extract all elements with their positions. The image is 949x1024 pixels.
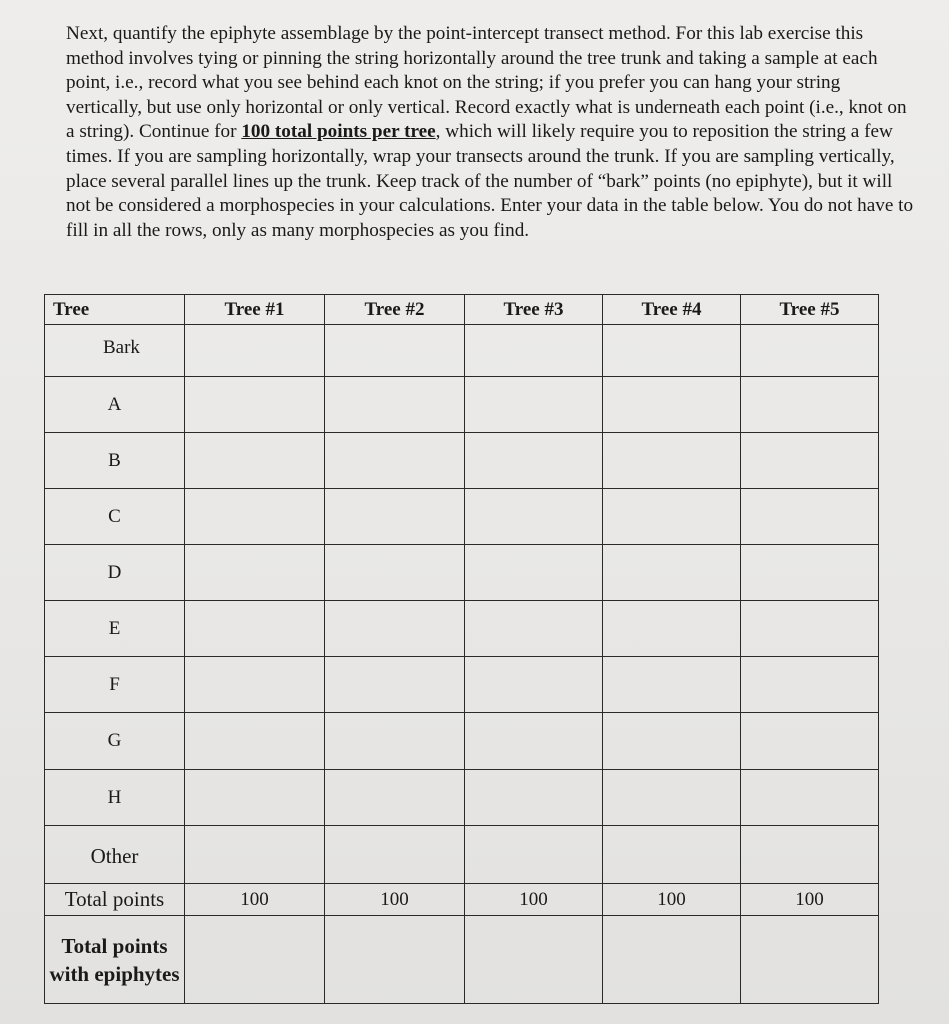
data-cell[interactable] — [465, 916, 603, 1004]
data-cell[interactable] — [465, 325, 603, 377]
data-cell[interactable] — [185, 770, 325, 826]
data-cell[interactable] — [325, 770, 465, 826]
data-cell[interactable] — [603, 770, 741, 826]
table-row — [45, 770, 879, 826]
row-label-e: E — [45, 601, 185, 657]
header-row — [45, 295, 879, 325]
data-cell[interactable] — [325, 713, 465, 770]
data-cell[interactable] — [185, 826, 325, 884]
table-row — [45, 545, 879, 601]
header-tree-4: Tree #4 — [603, 295, 741, 325]
instructions-text-1: Next, quantify the epiphyte assemblage by the point-intercept transect method. For this lab exercise this method involves tying or pinning the string horizontally around the tree trunk and taking a sample at each point, i.e., record what you see behind each knot on the string; if you prefer you can hang your string vertically, but use only horizontal or only vertical. Record exactly what is underneath each point (i.e., knot on a string). Continue for — [66, 23, 907, 143]
total-epiphytes-row — [45, 916, 879, 1004]
data-cell[interactable] — [603, 916, 741, 1004]
data-cell[interactable] — [325, 325, 465, 377]
instructions-emphasis: 100 total points per tree — [241, 121, 436, 143]
data-cell[interactable] — [325, 433, 465, 489]
data-cell[interactable] — [185, 545, 325, 601]
header-tree-1: Tree #1 — [185, 295, 325, 325]
instructions-text-2: , which will likely require you to reposition the string a few times. If you are sampling horizontally, wrap your transects around the trunk. If you are sampling vertically, place several parallel lines up the trunk. Keep track of the number of “bark” points (no epiphyte), but it will not be considered a morphospecies in your calculations. Enter your data in the table below. You do not have to fill in all the rows, only as many morphospecies as you find. — [66, 121, 914, 241]
data-cell[interactable] — [603, 826, 741, 884]
total-points-tree-5: 100 — [741, 884, 879, 916]
data-cell[interactable] — [185, 713, 325, 770]
data-cell[interactable] — [741, 916, 879, 1004]
row-label-bark: Bark — [45, 325, 185, 377]
data-cell[interactable] — [741, 826, 879, 884]
epiphyte-data-table — [44, 294, 879, 1004]
data-cell[interactable] — [185, 325, 325, 377]
data-cell[interactable] — [741, 377, 879, 433]
data-cell[interactable] — [741, 770, 879, 826]
data-cell[interactable] — [325, 489, 465, 545]
row-label-a: A — [45, 377, 185, 433]
data-cell[interactable] — [325, 601, 465, 657]
data-cell[interactable] — [465, 433, 603, 489]
header-tree: Tree — [45, 295, 185, 325]
table-row — [45, 713, 879, 770]
row-label-g: G — [45, 713, 185, 770]
data-cell[interactable] — [741, 433, 879, 489]
total-points-tree-4: 100 — [603, 884, 741, 916]
row-label-c: C — [45, 489, 185, 545]
data-cell[interactable] — [185, 916, 325, 1004]
total-points-tree-3: 100 — [465, 884, 603, 916]
table-row — [45, 433, 879, 489]
total-points-label: Total points — [45, 884, 185, 916]
row-label-h: H — [45, 770, 185, 826]
data-cell[interactable] — [741, 545, 879, 601]
data-cell[interactable] — [325, 826, 465, 884]
total-points-tree-2: 100 — [325, 884, 465, 916]
data-cell[interactable] — [185, 657, 325, 713]
row-label-f: F — [45, 657, 185, 713]
data-cell[interactable] — [465, 657, 603, 713]
row-label-b: B — [45, 433, 185, 489]
total-points-row — [45, 884, 879, 916]
table-row — [45, 489, 879, 545]
row-label-other: Other — [45, 826, 185, 884]
data-cell[interactable] — [465, 826, 603, 884]
data-cell[interactable] — [603, 489, 741, 545]
total-points-tree-1: 100 — [185, 884, 325, 916]
data-cell[interactable] — [603, 433, 741, 489]
header-tree-3: Tree #3 — [465, 295, 603, 325]
data-cell[interactable] — [741, 325, 879, 377]
header-tree-5: Tree #5 — [741, 295, 879, 325]
data-cell[interactable] — [325, 916, 465, 1004]
data-cell[interactable] — [325, 545, 465, 601]
data-cell[interactable] — [465, 601, 603, 657]
header-tree-2: Tree #2 — [325, 295, 465, 325]
data-cell[interactable] — [185, 433, 325, 489]
table-row — [45, 657, 879, 713]
data-cell[interactable] — [741, 489, 879, 545]
table-row — [45, 601, 879, 657]
data-cell[interactable] — [741, 601, 879, 657]
data-cell[interactable] — [465, 545, 603, 601]
table-row — [45, 325, 879, 377]
data-cell[interactable] — [603, 325, 741, 377]
data-cell[interactable] — [185, 377, 325, 433]
table-row — [45, 826, 879, 884]
data-cell[interactable] — [325, 377, 465, 433]
data-cell[interactable] — [741, 657, 879, 713]
data-cell[interactable] — [603, 657, 741, 713]
row-label-d: D — [45, 545, 185, 601]
data-cell[interactable] — [603, 545, 741, 601]
data-cell[interactable] — [465, 377, 603, 433]
data-cell[interactable] — [465, 713, 603, 770]
data-cell[interactable] — [741, 713, 879, 770]
data-cell[interactable] — [465, 770, 603, 826]
data-cell[interactable] — [465, 489, 603, 545]
data-cell[interactable] — [603, 713, 741, 770]
data-cell[interactable] — [325, 657, 465, 713]
data-cell[interactable] — [185, 489, 325, 545]
table-row — [45, 377, 879, 433]
data-cell[interactable] — [185, 601, 325, 657]
data-cell[interactable] — [603, 601, 741, 657]
data-cell[interactable] — [603, 377, 741, 433]
total-epiphytes-label: Total points with epiphytes — [45, 916, 185, 1004]
instructions-paragraph — [66, 22, 916, 243]
